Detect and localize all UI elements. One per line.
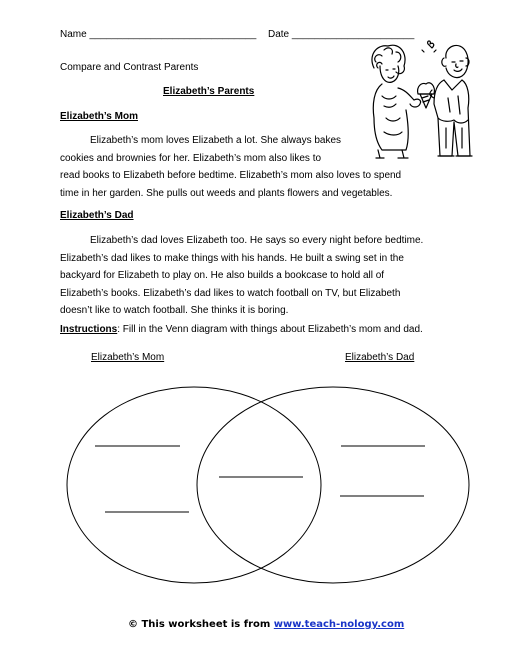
mom-line-4: time in her garden. She pulls out weeds and plants flowers and vegetables. — [60, 187, 393, 199]
venn-left-circle — [67, 387, 321, 583]
mom-line-2: cookies and brownies for her. Elizabeth’s mom also likes to — [60, 152, 322, 164]
footer-link[interactable]: www.teach-nology.com — [273, 619, 405, 630]
name-field[interactable]: Name ______________________________ — [60, 29, 257, 40]
dad-line-4: Elizabeth’s books. Elizabeth’s dad likes to watch football on TV, but Elizabeth — [60, 287, 401, 299]
footer-text: © This worksheet is from — [128, 619, 274, 630]
mom-line-1: Elizabeth’s mom loves Elizabeth a lot. She always bakes — [90, 135, 342, 146]
dad-line-2: Elizabeth’s dad likes to make things with his hands. He built a swing set in the — [60, 252, 404, 264]
page-title: Elizabeth’s Parents — [163, 86, 255, 97]
dad-heading: Elizabeth’s Dad — [60, 210, 134, 221]
venn-right-circle — [197, 387, 469, 583]
mom-heading: Elizabeth’s Mom — [60, 111, 138, 122]
instructions-label: Instructions — [60, 324, 118, 335]
subtitle: Compare and Contrast Parents — [60, 62, 199, 73]
mom-line-3: read books to Elizabeth before bedtime. Elizabeth’s mom also loves to spend — [60, 170, 402, 181]
dad-line-1: Elizabeth’s dad loves Elizabeth too. He says so every night before bedtime. — [90, 235, 424, 246]
venn-left-label: Elizabeth’s Mom — [91, 352, 165, 363]
instructions-text: : Fill in the Venn diagram with things about Elizabeth’s mom and dad. — [117, 324, 423, 335]
dad-line-3: backyard for Elizabeth to play on. He also builds a bookcase to hold all of — [60, 270, 385, 281]
footer — [128, 619, 404, 630]
venn-right-label: Elizabeth’s Dad — [345, 352, 415, 363]
dad-line-5: doesn’t like to watch football. She thinks it is boring. — [60, 305, 289, 316]
date-field[interactable]: Date ______________________ — [268, 29, 415, 40]
